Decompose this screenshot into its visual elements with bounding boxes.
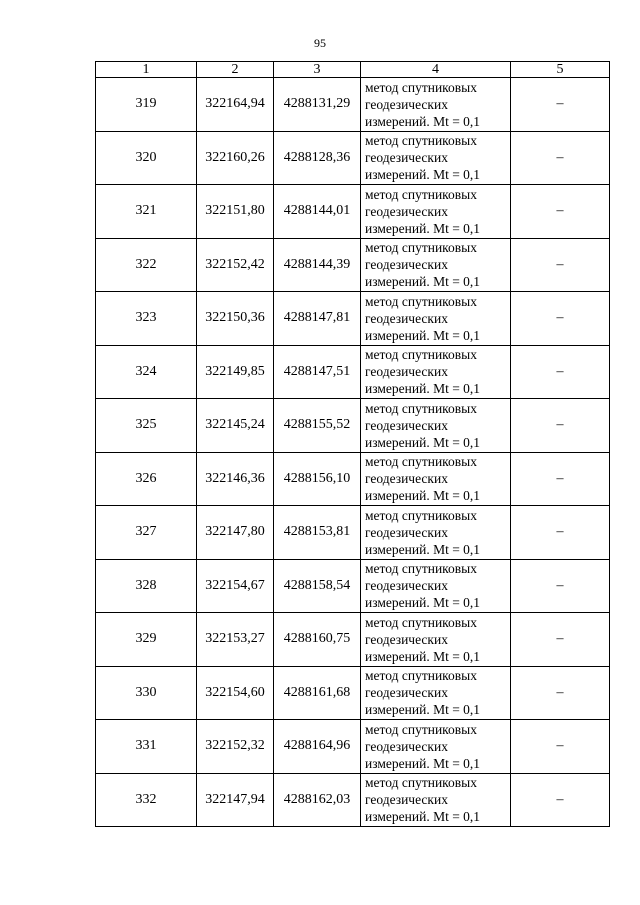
table-row: [96, 238, 610, 292]
method-cell: [361, 185, 511, 239]
note-cell: –: [511, 452, 610, 506]
point-number-cell: 331: [96, 720, 197, 774]
point-number-cell: 330: [96, 666, 197, 720]
method-line: измерений. Mt = 0,1: [365, 702, 481, 718]
method-line: измерений. Mt = 0,1: [365, 220, 481, 236]
y-coordinate-cell: 4288131,29: [274, 78, 361, 132]
table-row: [96, 292, 610, 346]
y-coordinate-cell: 4288161,68: [274, 666, 361, 720]
method-line: метод спутниковых: [365, 400, 477, 416]
method-line: метод спутниковых: [365, 79, 477, 95]
note-cell: –: [511, 131, 610, 185]
x-coordinate-cell: 322153,27: [197, 613, 274, 667]
method-line: геодезических: [365, 203, 448, 219]
x-coordinate-cell: 322154,60: [197, 666, 274, 720]
method-line: метод спутниковых: [365, 133, 477, 149]
y-coordinate-cell: 4288147,81: [274, 292, 361, 346]
note-cell: –: [511, 345, 610, 399]
method-line: геодезических: [365, 150, 448, 166]
point-number-cell: 326: [96, 452, 197, 506]
table-row: [96, 185, 610, 239]
note-cell: –: [511, 238, 610, 292]
y-coordinate-cell: 4288156,10: [274, 452, 361, 506]
x-coordinate-cell: 322160,26: [197, 131, 274, 185]
note-cell: –: [511, 720, 610, 774]
method-cell: [361, 613, 511, 667]
point-number-cell: 328: [96, 559, 197, 613]
method-line: метод спутниковых: [365, 293, 477, 309]
note-cell: –: [511, 666, 610, 720]
point-number-cell: 329: [96, 613, 197, 667]
x-coordinate-cell: 322150,36: [197, 292, 274, 346]
method-line: измерений. Mt = 0,1: [365, 434, 481, 450]
method-line: измерений. Mt = 0,1: [365, 809, 481, 825]
x-coordinate-cell: 322146,36: [197, 452, 274, 506]
point-number-cell: 325: [96, 399, 197, 453]
page-number: 95: [314, 36, 326, 50]
method-line: метод спутниковых: [365, 347, 477, 363]
x-coordinate-cell: 322154,67: [197, 559, 274, 613]
table-row: [96, 399, 610, 453]
method-cell: [361, 506, 511, 560]
x-coordinate-cell: 322164,94: [197, 78, 274, 132]
column-header-1: 1: [96, 62, 197, 78]
method-line: метод спутниковых: [365, 240, 477, 256]
point-number-cell: 332: [96, 773, 197, 827]
method-line: метод спутниковых: [365, 668, 477, 684]
note-cell: –: [511, 506, 610, 560]
method-cell: [361, 452, 511, 506]
y-coordinate-cell: 4288147,51: [274, 345, 361, 399]
table-row: [96, 720, 610, 774]
note-cell: –: [511, 773, 610, 827]
method-cell: [361, 773, 511, 827]
y-coordinate-cell: 4288155,52: [274, 399, 361, 453]
point-number-cell: 320: [96, 131, 197, 185]
note-cell: –: [511, 292, 610, 346]
x-coordinate-cell: 322147,80: [197, 506, 274, 560]
method-line: геодезических: [365, 364, 448, 380]
method-line: геодезических: [365, 96, 448, 112]
method-line: измерений. Mt = 0,1: [365, 113, 481, 129]
method-cell: [361, 131, 511, 185]
method-cell: [361, 78, 511, 132]
method-line: геодезических: [365, 685, 448, 701]
x-coordinate-cell: 322152,32: [197, 720, 274, 774]
method-line: геодезических: [365, 524, 448, 540]
note-cell: –: [511, 399, 610, 453]
method-line: измерений. Mt = 0,1: [365, 167, 481, 183]
x-coordinate-cell: 322151,80: [197, 185, 274, 239]
method-cell: [361, 292, 511, 346]
method-line: метод спутниковых: [365, 186, 477, 202]
table-row: [96, 131, 610, 185]
method-line: геодезических: [365, 310, 448, 326]
table-row: [96, 773, 610, 827]
point-number-cell: 327: [96, 506, 197, 560]
method-line: геодезических: [365, 631, 448, 647]
method-cell: [361, 399, 511, 453]
table-row: [96, 452, 610, 506]
x-coordinate-cell: 322152,42: [197, 238, 274, 292]
method-line: измерений. Mt = 0,1: [365, 488, 481, 504]
header-row: [96, 62, 610, 78]
method-line: измерений. Mt = 0,1: [365, 327, 481, 343]
x-coordinate-cell: 322145,24: [197, 399, 274, 453]
method-line: измерений. Mt = 0,1: [365, 541, 481, 557]
method-line: геодезических: [365, 417, 448, 433]
method-line: измерений. Mt = 0,1: [365, 648, 481, 664]
table-row: [96, 506, 610, 560]
y-coordinate-cell: 4288158,54: [274, 559, 361, 613]
x-coordinate-cell: 322147,94: [197, 773, 274, 827]
method-cell: [361, 238, 511, 292]
method-line: измерений. Mt = 0,1: [365, 274, 481, 290]
note-cell: –: [511, 559, 610, 613]
y-coordinate-cell: 4288144,01: [274, 185, 361, 239]
method-line: измерений. Mt = 0,1: [365, 595, 481, 611]
method-line: метод спутниковых: [365, 507, 477, 523]
note-cell: –: [511, 613, 610, 667]
table-row: [96, 345, 610, 399]
table-row: [96, 666, 610, 720]
method-line: метод спутниковых: [365, 454, 477, 470]
coordinates-table: [95, 61, 610, 827]
method-cell: [361, 559, 511, 613]
column-header-4: 4: [361, 62, 511, 78]
point-number-cell: 319: [96, 78, 197, 132]
table-row: [96, 78, 610, 132]
note-cell: –: [511, 185, 610, 239]
table-row: [96, 559, 610, 613]
y-coordinate-cell: 4288162,03: [274, 773, 361, 827]
method-line: геодезических: [365, 792, 448, 808]
y-coordinate-cell: 4288164,96: [274, 720, 361, 774]
point-number-cell: 323: [96, 292, 197, 346]
method-line: метод спутниковых: [365, 561, 477, 577]
method-line: геодезических: [365, 578, 448, 594]
table-row: [96, 613, 610, 667]
method-line: метод спутниковых: [365, 775, 477, 791]
method-line: метод спутниковых: [365, 721, 477, 737]
y-coordinate-cell: 4288128,36: [274, 131, 361, 185]
method-line: измерений. Mt = 0,1: [365, 381, 481, 397]
method-line: геодезических: [365, 738, 448, 754]
method-cell: [361, 666, 511, 720]
method-cell: [361, 345, 511, 399]
y-coordinate-cell: 4288153,81: [274, 506, 361, 560]
method-line: измерений. Mt = 0,1: [365, 755, 481, 771]
method-cell: [361, 720, 511, 774]
note-cell: –: [511, 78, 610, 132]
column-header-5: 5: [511, 62, 610, 78]
point-number-cell: 321: [96, 185, 197, 239]
method-line: геодезических: [365, 257, 448, 273]
y-coordinate-cell: 4288144,39: [274, 238, 361, 292]
column-header-3: 3: [274, 62, 361, 78]
point-number-cell: 322: [96, 238, 197, 292]
column-header-2: 2: [197, 62, 274, 78]
x-coordinate-cell: 322149,85: [197, 345, 274, 399]
point-number-cell: 324: [96, 345, 197, 399]
method-line: метод спутниковых: [365, 614, 477, 630]
y-coordinate-cell: 4288160,75: [274, 613, 361, 667]
method-line: геодезических: [365, 471, 448, 487]
